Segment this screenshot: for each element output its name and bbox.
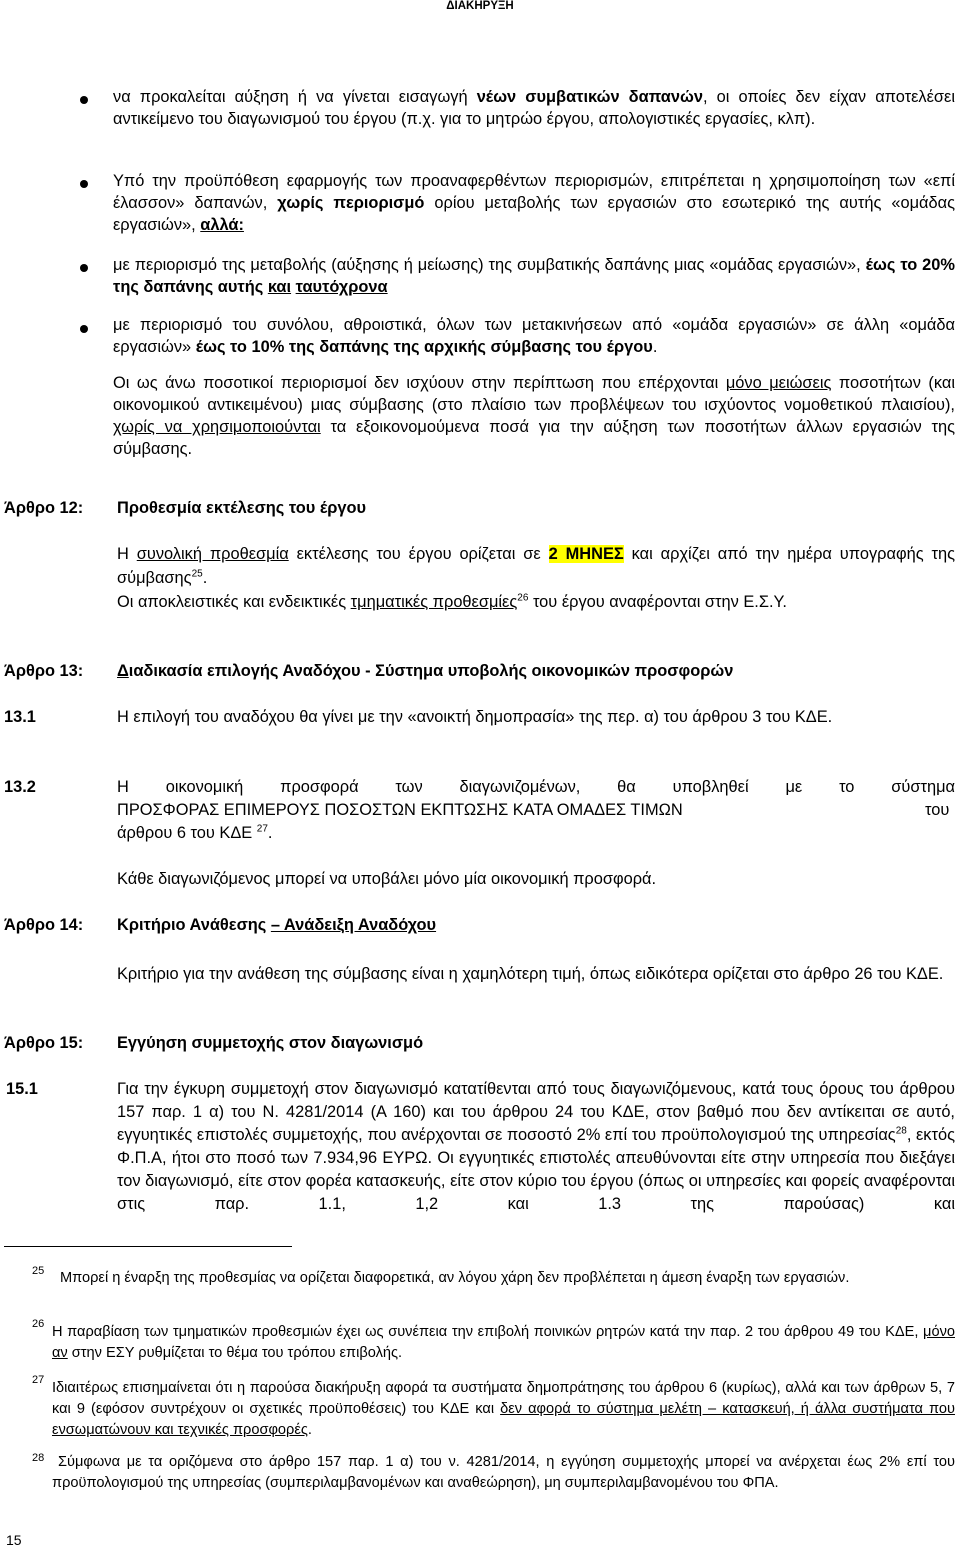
article-12-paragraph-2: Οι αποκλειστικές και ενδεικτικές τμηματικές προθεσμίες$^{26}$ του έργου αναφέρονται στην Ε.Σ.Υ. — [117, 592, 787, 611]
bullet-dot — [80, 180, 88, 188]
section-15-1-number: 15.1 — [6, 1080, 38, 1098]
article-12-paragraph-1: Η συνολική προθεσμία εκτέλεσης του έργου ορίζεται σε 2 ΜΗΝΕΣ και αρχίζει από την ημέρα υπογραφής της σύμβασης$^{25}$. — [117, 545, 955, 587]
footnote-separator — [4, 1246, 292, 1247]
article-14-text: Κριτήριο για την ανάθεση της σύμβασης είναι η χαμηλότερη τιμή, όπως ειδικότερα ορίζεται στο άρθρο 26 του ΚΔΕ. — [117, 965, 944, 983]
article-14-title: Κριτήριο Ανάθεσης – Ανάδειξη Αναδόχου — [117, 916, 437, 934]
bullet-text-4: με περιορισμό του συνόλου, αθροιστικά, όλων των μετακινήσεων από «ομάδα εργασιών» σε άλλη «ομάδα εργασιών» έως το 10% της δαπάνης της αρχικής σύμβασης του έργου. — [113, 316, 955, 356]
footnote-28-text: Σύμφωνα με τα οριζόμενα στο άρθρο 157 παρ. 1 α) του ν. 4281/2014, η εγγύηση συμμετοχής μπορεί να ανέρχεται έως 2% επί του προϋπολογισμού της υπηρεσίας (συμπεριλαμβανομένων και αναθεώρηση), μη συμπεριλαμβανομένου του ΦΠΑ. — [52, 1454, 955, 1491]
footnote-27-number: 27 — [32, 1374, 45, 1386]
duration-highlight: 2 ΜΗΝΕΣ — [548, 545, 624, 563]
footnote-25-number: 25 — [32, 1265, 45, 1277]
section-13-2-line-2-end: του — [925, 801, 950, 819]
article-13-label: Άρθρο 13: — [4, 662, 84, 680]
bullet-dot — [80, 325, 88, 333]
bullet-dot — [80, 264, 88, 272]
article-14-label: Άρθρο 14: — [4, 916, 84, 934]
page-number: 15 — [6, 1532, 22, 1548]
section-13-1-text: Η επιλογή του αναδόχου θα γίνει με την «ανοικτή δημοπρασία» της περ. α) του άρθρου 3 του ΚΔΕ. — [117, 708, 833, 726]
section-15-1-text: Για την έγκυρη συμμετοχή στον διαγωνισμό κατατίθενται από τους διαγωνιζόμενους, κατά τους όρους του άρθρου 157 παρ. 1 α) του Ν. 4281/2014 (Α 160) και του άρθρου 24 του ΚΔΕ, στον βαθμό που δεν αντίκειται σε αυτό, εγγυητικές επιστολές συμμετοχής, που ανέρχονται σε ποσοστό 2% επί του προϋπολογισμού της υπηρεσίας$^{28}$, εκτός Φ.Π.Α, ήτοι στο ποσό των 7.934,96 ΕΥΡΩ. Οι εγγυητικές επιστολές απευθύνονται είτε στην υπηρεσία που διεξάγει τον διαγωνισμό, είτε στον φορέα κατασκευής, είτε στον κύριο του έργου (όπως οι υπηρεσίες και φορείς αναφέρονται στις παρ. 1.1, 1,2 και 1.3 της παρούσας) και — [117, 1080, 955, 1213]
section-13-2-line-1: Η οικονομική προσφορά των διαγωνιζομένων, θα υποβληθεί με το σύστημα — [117, 778, 955, 796]
section-13-2-paragraph-2: Κάθε διαγωνιζόμενος μπορεί να υποβάλει μόνο μία οικονομική προσφορά. — [117, 870, 657, 888]
article-15-label: Άρθρο 15: — [4, 1034, 84, 1052]
footnote-27-text: Ιδιαιτέρως επισημαίνεται ότι η παρούσα διακήρυξη αφορά τα συστήματα δημοπράτησης του άρθρου 6 (κυρίως), αλλά και των άρθρων 5, 7 και 9 (εφόσον συντρέχουν οι σχετικές προϋποθέσεις) του ΚΔΕ και δεν αφορά το σύστημα μελέτη – κατασκευή, ή άλλα συστήματα που ενσωματώνουν και τεχνικές προσφορές. — [52, 1380, 955, 1438]
article-15-title: Εγγύηση συμμετοχής στον διαγωνισμό — [117, 1034, 424, 1052]
article-12-title: Προθεσμία εκτέλεσης του έργου — [117, 499, 367, 517]
bullet-text-2: Υπό την προϋπόθεση εφαρμογής των προαναφερθέντων περιορισμών, επιτρέπεται η χρησιμοποίηση των «επί έλασσον» δαπανών, χωρίς περιορισμό ορίου μεταβολής των εργασιών στο εσωτερικό της αυτής «ομάδας εργασιών», αλλά: — [113, 172, 955, 234]
document-header: ΔΙΑΚΗΡΥΞΗ — [446, 0, 514, 12]
quantity-paragraph: Οι ως άνω ποσοτικοί περιορισμοί δεν ισχύουν στην περίπτωση που επέρχονται μόνο μειώσεις ποσοτήτων (και οικονομικού αντικειμένου) μιας σύμβασης (στο πλαίσιο των προβλέψεων του ισχύοντος νομοθετικού πλαισίου), χωρίς να χρησιμοποιούνται τα εξοικονομούμενα ποσά για την αύξηση των ποσοτήτων άλλων εργασιών της σύμβασης. — [113, 374, 955, 458]
article-12-label: Άρθρο 12: — [4, 499, 84, 517]
footnote-28-number: 28 — [32, 1452, 45, 1464]
bullet-text-3: με περιορισμό της μεταβολής (αύξησης ή μείωσης) της συμβατικής δαπάνης μιας «ομάδας εργασιών», έως το 20% της δαπάνης αυτής και ταυτόχρονα — [113, 256, 955, 296]
footnote-25-text: Μπορεί η έναρξη της προθεσμίας να ορίζεται διαφορετικά, αν λόγου χάρη δεν προβλέπεται η άμεση έναρξη των εργασιών. — [60, 1270, 850, 1286]
section-13-1-number: 13.1 — [4, 708, 36, 726]
footnote-26-text: Η παραβίαση των τμηματικών προθεσμιών έχει ως συνέπεια την επιβολή ποινικών ρητρών κατά την παρ. 2 του άρθρου 49 του ΚΔΕ, μόνο αν στην ΕΣΥ ρυθμίζεται το θέμα του τρόπου επιβολής. — [52, 1324, 955, 1361]
section-13-2-number: 13.2 — [4, 778, 36, 796]
footnote-26-number: 26 — [32, 1318, 45, 1330]
bullet-dot — [80, 96, 88, 104]
section-13-2-line-2: ΠΡΟΣΦΟΡΑΣ ΕΠΙΜΕΡΟΥΣ ΠΟΣΟΣΤΩΝ ΕΚΠΤΩΣΗΣ ΚΑΤΑ ΟΜΑΔΕΣ ΤΙΜΩΝ — [117, 801, 683, 819]
section-13-2-line-3: άρθρου 6 του ΚΔΕ $^{27}$. — [117, 823, 273, 842]
article-13-title: Διαδικασία επιλογής Αναδόχου - Σύστημα υποβολής οικονομικών προσφορών — [117, 662, 734, 680]
bullet-text-1: να προκαλείται αύξηση ή να γίνεται εισαγωγή νέων συμβατικών δαπανών, οι οποίες δεν είχαν αποτελέσει αντικείμενο του διαγωνισμού του έργου (π.χ. για το μητρώο έργου, απολογιστικές εργασίες, κλπ). — [113, 88, 955, 128]
